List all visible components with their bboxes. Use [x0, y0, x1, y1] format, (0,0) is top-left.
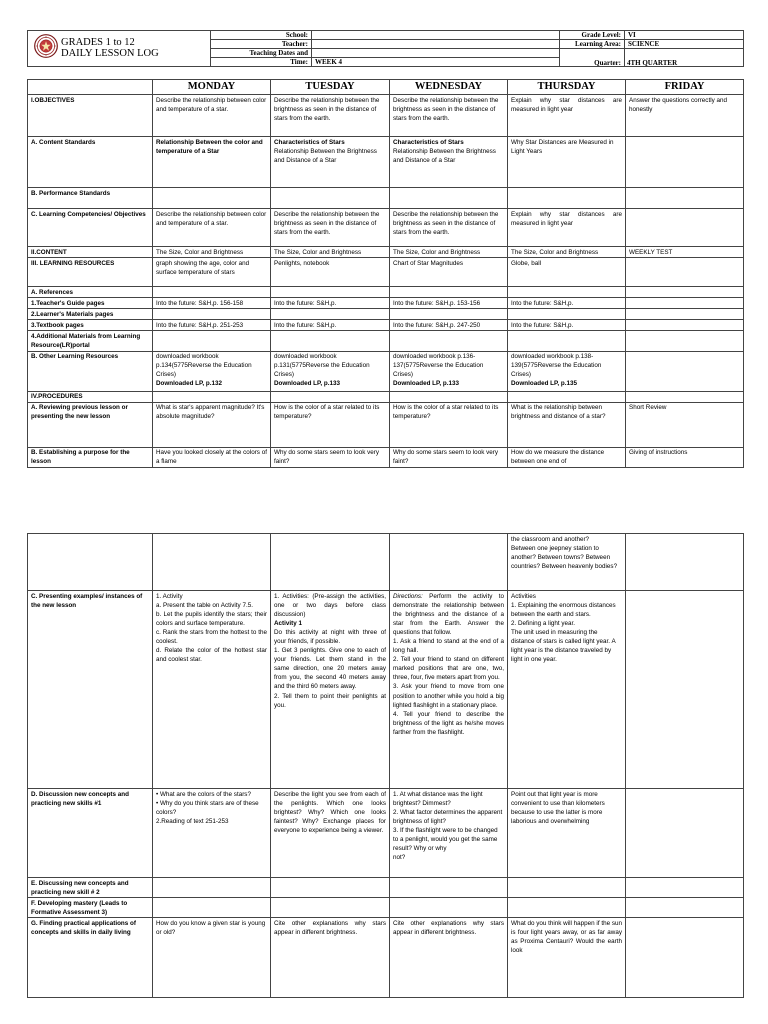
table-row	[28, 287, 744, 298]
cell-tuesday	[271, 878, 390, 898]
cell-monday	[153, 258, 271, 287]
cell-thursday	[508, 447, 626, 467]
cell-text: 1. Ask a friend to stand at the end of a long hall.	[393, 637, 504, 655]
cell-text: Cite other explanations why stars appear in different brightness.	[393, 919, 504, 936]
cell-text: Downloaded LP, p.135	[511, 380, 578, 388]
cell-thursday	[508, 402, 626, 447]
cell-tuesday	[271, 287, 390, 298]
cell-wednesday	[390, 591, 508, 789]
table-row	[28, 878, 744, 898]
cell-tuesday	[271, 137, 390, 188]
cell-monday	[153, 309, 271, 320]
cell-thursday	[508, 789, 626, 878]
learning-area-label: Learning Area:	[560, 40, 625, 49]
cell-text: 4. Tell your friend to describe the brightness of the light as he/she moves farther from the flashlight.	[393, 710, 504, 736]
cell-wednesday	[390, 137, 508, 188]
row-label-c-presenting-examples-instances-of-the-n: C. Presenting examples/ instances of the new lesson	[28, 591, 153, 789]
row-label-a-content-standards: A. Content Standards	[28, 137, 153, 188]
teaching-dates-label: Teaching Dates and	[211, 49, 312, 58]
cell-text: WEEKLY TEST	[629, 248, 673, 256]
cell-text: d. Relate the color of the hottest star and coolest star.	[156, 647, 267, 664]
cell-text: Globe, ball	[511, 259, 542, 267]
cell-thursday	[508, 137, 626, 188]
cell-friday	[626, 351, 744, 391]
cell-friday	[626, 309, 744, 320]
school-field[interactable]	[312, 31, 560, 40]
cell-text: • What are the colors of the stars?	[156, 790, 251, 798]
cell-text: Describe the relationship between the brightness as seen in the distance of stars from the earth.	[274, 96, 380, 122]
table-row	[28, 898, 744, 918]
row-label-a-reviewing-previous-lesson-or-presentin: A. Reviewing previous lesson or presenting the new lesson	[28, 402, 153, 447]
cell-text: 2. What factor determines the apparent brightness of light?	[393, 808, 503, 825]
cell-wednesday	[390, 188, 508, 209]
cell-monday	[153, 137, 271, 188]
cell-thursday	[508, 534, 626, 591]
cell-text: Directions: Perform the activity to demonstrate the relationship between the brightness and the distance of a star from the Earth. Answer the questions that follow.	[393, 592, 504, 636]
cell-text: Into the future: S&H,p.	[511, 321, 574, 329]
cell-wednesday	[390, 534, 508, 591]
time-label: Time:	[211, 58, 312, 67]
table-row	[28, 789, 744, 878]
cell-tuesday	[271, 298, 390, 309]
cell-text: Downloaded LP, p.133	[274, 380, 341, 388]
days-corner	[28, 80, 153, 95]
cell-text: Into the future: S&H,p. 247-250	[393, 321, 481, 329]
cell-monday	[153, 298, 271, 309]
cell-wednesday	[390, 447, 508, 467]
cell-text: Have you looked closely at the colors of a flame	[156, 449, 267, 466]
cell-text: Downloaded LP, p.132	[156, 380, 223, 388]
cell-text: Point out that light year is more convenient to use than kilometers because to use the latter is more laborious and overwhelming	[511, 790, 605, 825]
row-label-iv-procedures: IV.PROCEDURES	[28, 391, 153, 402]
cell-wednesday	[390, 287, 508, 298]
cell-monday	[153, 351, 271, 391]
cell-text: The Size, Color and Brightness	[274, 248, 362, 256]
cell-text: Describe the relationship between the brightness as seen in the distance of stars from the earth.	[393, 210, 499, 236]
cell-text: Into the future: S&H,p.	[274, 321, 337, 329]
cell-text: What do you think will happen if the sun is four light years away, or as far away as Proxima Centauri? Would the earth look	[511, 919, 622, 955]
cell-text: Giving of instructions	[629, 449, 688, 457]
cell-text: downloaded workbook p.138-139(5775Reverse the Education Crises)	[511, 353, 602, 379]
cell-wednesday	[390, 918, 508, 998]
cell-monday	[153, 95, 271, 137]
cell-text: The unit used in measuring the distance of stars is called light year. A light year is the distance traveled by light in one year.	[511, 628, 616, 664]
cell-tuesday	[271, 898, 390, 918]
cell-thursday	[508, 309, 626, 320]
cell-text: Into the future: S&H,p.	[511, 299, 574, 307]
cell-friday	[626, 320, 744, 331]
learning-area-value: SCIENCE	[625, 40, 744, 49]
cell-text: Characteristics of Stars	[393, 138, 464, 146]
cell-friday	[626, 137, 744, 188]
cell-wednesday	[390, 298, 508, 309]
cell-tuesday	[271, 591, 390, 789]
cell-text: Describe the relationship between the brightness as seen in the distance of stars from the earth.	[393, 96, 499, 122]
cell-text: Describe the relationship between color and temperature of a star.	[156, 210, 267, 227]
day-monday: MONDAY	[153, 80, 271, 95]
cell-thursday	[508, 95, 626, 137]
day-friday: FRIDAY	[626, 80, 744, 95]
lesson-table-page-2	[27, 533, 744, 998]
row-label-e-discussing-new-concepts-and-practicing: E. Discussing new concepts and practicing new skill # 2	[28, 878, 153, 898]
cell-text: Penlights, notebook	[274, 259, 330, 267]
cell-text: 1. Activities: (Pre-assign the activities, one or two days before class discussion)	[274, 592, 386, 618]
cell-friday	[626, 447, 744, 467]
cell-tuesday	[271, 320, 390, 331]
cell-tuesday	[271, 309, 390, 320]
cell-text: Why do some stars seem to look very faint?	[393, 449, 498, 466]
lesson-table-page-1	[27, 79, 744, 468]
row-label-f-developing-mastery-leads-to-formative-: F. Developing mastery (Leads to Formative Assessment 3)	[28, 898, 153, 918]
cell-thursday	[508, 287, 626, 298]
cell-wednesday	[390, 391, 508, 402]
cell-thursday	[508, 320, 626, 331]
cell-text: graph showing the age, color and surface temperature of stars	[156, 259, 250, 276]
cell-text: a. Present the table on Activity 7.5.	[156, 601, 253, 609]
cell-text: downloaded workbook p.134(5775Reverse the Education Crises)	[156, 353, 252, 379]
school-label: School:	[211, 31, 312, 40]
cell-text: The Size, Color and Brightness	[393, 248, 481, 256]
cell-monday	[153, 898, 271, 918]
cell-thursday	[508, 591, 626, 789]
table-row	[28, 331, 744, 351]
cell-friday	[626, 898, 744, 918]
cell-monday	[153, 331, 271, 351]
cell-tuesday	[271, 789, 390, 878]
cell-friday	[626, 247, 744, 258]
cell-text: 1. Activity	[156, 592, 183, 600]
table-row	[28, 320, 744, 331]
quarter-label: Quarter:	[594, 59, 621, 67]
cell-tuesday	[271, 95, 390, 137]
table-row	[28, 188, 744, 209]
cell-wednesday	[390, 258, 508, 287]
cell-thursday	[508, 298, 626, 309]
lesson-log-page-1	[27, 30, 743, 468]
cell-text: Relationship Between the Brightness and Distance of a Star	[274, 147, 377, 164]
cell-thursday	[508, 878, 626, 898]
cell-thursday	[508, 918, 626, 998]
title-line-1: GRADES 1 to 12	[61, 37, 135, 48]
cell-text: Relationship Between the color and temperature of a Star	[156, 138, 263, 155]
row-label-ii-content: II.CONTENT	[28, 247, 153, 258]
cell-tuesday	[271, 918, 390, 998]
cell-text: Describe the light you see from each of the penlights. Which one looks brightest? Why? Which one looks faintest? Why? Exchange places for everyone to experience being a viewer.	[274, 790, 386, 834]
table-row	[28, 534, 744, 591]
cell-wednesday	[390, 402, 508, 447]
table-row	[28, 247, 744, 258]
day-thursday: THURSDAY	[508, 80, 626, 95]
cell-text: Do this activity at night with three of your friends, if possible.	[274, 628, 386, 645]
cell-wednesday	[390, 247, 508, 258]
cell-wednesday	[390, 320, 508, 331]
cell-text: What is the relationship between brightness and distance of a star?	[511, 404, 606, 421]
cell-tuesday	[271, 534, 390, 591]
row-label-i-objectives: I.OBJECTIVES	[28, 95, 153, 137]
row-label-g-finding-practical-applications-of-conc: G. Finding practical applications of concepts and skills in daily living	[28, 918, 153, 998]
cell-friday	[626, 918, 744, 998]
day-tuesday: TUESDAY	[271, 80, 390, 95]
cell-text: 2. Tell your friend to stand on different marked positions that are one, two, three, four, five meters apart from you.	[393, 656, 504, 682]
cell-text: Describe the relationship between the brightness as seen in the distance of stars from the earth.	[274, 210, 380, 236]
cell-text: Describe the relationship between color and temperature of a star.	[156, 96, 267, 113]
cell-thursday	[508, 898, 626, 918]
cell-wednesday	[390, 351, 508, 391]
cell-thursday	[508, 331, 626, 351]
cell-text: Chart of Star Magnitudes	[393, 259, 464, 267]
cell-tuesday	[271, 258, 390, 287]
cell-text: the classroom and another?	[511, 535, 590, 543]
cell-thursday	[508, 391, 626, 402]
header-title-cell	[28, 31, 211, 67]
cell-tuesday	[271, 188, 390, 209]
teacher-field[interactable]	[312, 40, 560, 49]
cell-text: What is star's apparent magnitude? It's absolute magnitude?	[156, 404, 265, 421]
cell-text: Between one jeepney station to another? Between towns? Between countries? Between heavenly bodies?	[511, 544, 618, 570]
day-wednesday: WEDNESDAY	[390, 80, 508, 95]
cell-text: downloaded workbook p.136-137(5775Reverse the Education Crises)	[393, 353, 484, 379]
cell-wednesday	[390, 789, 508, 878]
cell-thursday	[508, 209, 626, 247]
cell-text: Explain why star distances are measured in light year	[511, 96, 622, 113]
cell-text: not?	[393, 854, 406, 862]
cell-text: How do we measure the distance between one end of	[511, 449, 605, 466]
cell-tuesday	[271, 391, 390, 402]
cell-friday	[626, 878, 744, 898]
cell-friday	[626, 298, 744, 309]
cell-text: 1. Explaining the enormous distances between the earth and stars.	[511, 601, 616, 618]
row-label-1-teacher-s-guide-pages: 1.Teacher's Guide pages	[28, 298, 153, 309]
row-label-d-discussion-new-concepts-and-practicing: D. Discussion new concepts and practicing new skills #1	[28, 789, 153, 878]
cell-monday	[153, 402, 271, 447]
table-row	[28, 391, 744, 402]
cell-monday	[153, 878, 271, 898]
cell-friday	[626, 287, 744, 298]
row-label-a-references: A. References	[28, 287, 153, 298]
cell-tuesday	[271, 447, 390, 467]
teaching-dates-field[interactable]	[312, 49, 560, 58]
table-row	[28, 298, 744, 309]
table-row	[28, 309, 744, 320]
cell-text: 3. Ask your friend to move from one position to another while you hold a big lighted flashlight in a stationary place.	[393, 683, 504, 709]
cell-text: Cite other explanations why stars appear in different brightness.	[274, 919, 386, 936]
cell-text: Into the future: S&H,p. 251-253	[156, 321, 244, 329]
lesson-log-page-2	[27, 533, 743, 998]
cell-friday	[626, 258, 744, 287]
cell-text: 3. If the flashlight were to be changed to a penlight, would you get the same result? Why or why	[393, 826, 498, 853]
cell-text: Why do some stars seem to look very faint?	[274, 449, 379, 466]
cell-friday	[626, 331, 744, 351]
cell-monday	[153, 247, 271, 258]
cell-text: 1. Get 3 penlights. Give one to each of your friends. Let them stand in the same direction, one 20 meters away from you, the second 40 meters away and the third 60 meters away.	[274, 647, 386, 691]
cell-friday	[626, 402, 744, 447]
cell-text: b. Let the pupils identify the stars; their colors and surface temperature.	[156, 610, 267, 627]
cell-monday	[153, 188, 271, 209]
cell-monday	[153, 287, 271, 298]
cell-wednesday	[390, 95, 508, 137]
title-line-2: DAILY LESSON LOG	[61, 48, 159, 59]
cell-monday	[153, 591, 271, 789]
grade-level-label: Grade Level:	[560, 31, 625, 40]
days-header-row	[28, 80, 744, 95]
cell-friday	[626, 591, 744, 789]
cell-monday	[153, 789, 271, 878]
cell-monday	[153, 447, 271, 467]
cell-text: 2. Defining a light year.	[511, 619, 576, 627]
cell-text: • Why do you think stars are of these colors?	[156, 799, 259, 816]
row-label-b-establishing-a-purpose-for-the-lesson: B. Establishing a purpose for the lesson	[28, 447, 153, 467]
table-row	[28, 351, 744, 391]
cell-wednesday	[390, 898, 508, 918]
cell-wednesday	[390, 331, 508, 351]
cell-thursday	[508, 258, 626, 287]
table-row	[28, 209, 744, 247]
cell-friday	[626, 95, 744, 137]
table-row	[28, 591, 744, 789]
cell-friday	[626, 789, 744, 878]
cell-tuesday	[271, 351, 390, 391]
cell-text: Characteristics of Stars	[274, 138, 345, 146]
directions-lead: Directions:	[393, 592, 423, 600]
table-row	[28, 137, 744, 188]
cell-tuesday	[271, 402, 390, 447]
cell-text: Answer the questions correctly and honestly	[629, 96, 728, 113]
quarter-value: 4TH QUARTER	[627, 59, 678, 67]
row-label-b-other-learning-resources: B. Other Learning Resources	[28, 351, 153, 391]
table-row	[28, 918, 744, 998]
teacher-label: Teacher:	[211, 40, 312, 49]
cell-monday	[153, 918, 271, 998]
cell-tuesday	[271, 247, 390, 258]
cell-monday	[153, 209, 271, 247]
cell-monday	[153, 534, 271, 591]
cell-monday	[153, 320, 271, 331]
cell-text: c. Rank the stars from the hottest to the coolest.	[156, 628, 267, 645]
cell-text: Explain why star distances are measured in light year	[511, 210, 622, 227]
cell-friday	[626, 534, 744, 591]
cell-friday	[626, 391, 744, 402]
cell-thursday	[508, 188, 626, 209]
table-row	[28, 402, 744, 447]
cell-wednesday	[390, 878, 508, 898]
row-label-3-textbook-pages: 3.Textbook pages	[28, 320, 153, 331]
row-label-2-learner-s-materials-pages: 2.Learner's Materials pages	[28, 309, 153, 320]
cell-text: downloaded workbook p.131(5775Reverse the Education Crises)	[274, 353, 370, 379]
row-label-b-performance-standards: B. Performance Standards	[28, 188, 153, 209]
table-row	[28, 447, 744, 467]
row-label-4-additional-materials-from-learning-res: 4.Additional Materials from Learning Resource(LR)portal	[28, 331, 153, 351]
cell-text: 1. At what distance was the light brightest? Dimmest?	[393, 790, 483, 807]
cell-friday	[626, 188, 744, 209]
cell-monday	[153, 391, 271, 402]
cell-text: Why Star Distances are Measured in Light Years	[511, 138, 614, 155]
cell-friday	[626, 209, 744, 247]
cell-wednesday	[390, 309, 508, 320]
row-label-blank	[28, 534, 153, 591]
cell-text: Downloaded LP, p.133	[393, 380, 460, 388]
cell-tuesday	[271, 331, 390, 351]
row-label-c-learning-competencies-objectives: C. Learning Competencies/ Objectives	[28, 209, 153, 247]
cell-wednesday	[390, 209, 508, 247]
row-label-iii-learning-resources: III. LEARNING RESOURCES	[28, 258, 153, 287]
grade-level-value: VI	[625, 31, 744, 40]
cell-text: How is the color of a star related to its temperature?	[274, 404, 380, 421]
cell-tuesday	[271, 209, 390, 247]
week-value: WEEK 4	[312, 58, 560, 67]
cell-text: How is the color of a star related to its temperature?	[393, 404, 499, 421]
cell-text: Into the future: S&H,p.	[274, 299, 337, 307]
cell-text: Relationship Between the Brightness and Distance of a Star	[393, 147, 496, 164]
cell-text: How do you know a given star is young or old?	[156, 919, 266, 936]
cell-thursday	[508, 351, 626, 391]
cell-text: Into the future: S&H,p. 153-156	[393, 299, 481, 307]
cell-text: Short Review	[629, 404, 667, 412]
cell-text: The Size, Color and Brightness	[511, 248, 599, 256]
cell-text: 2. Tell them to point their penlights at you.	[274, 692, 386, 709]
cell-text: 2.Reading of text 251-253	[156, 817, 229, 825]
cell-text: The Size, Color and Brightness	[156, 248, 244, 256]
cell-text: Into the future: S&H,p. 156-158	[156, 299, 244, 307]
table-row	[28, 258, 744, 287]
cell-thursday	[508, 247, 626, 258]
cell-text: Activities	[511, 592, 536, 600]
cell-text: Activity 1	[274, 619, 302, 627]
table-row	[28, 95, 744, 137]
deped-seal-icon	[34, 34, 58, 58]
